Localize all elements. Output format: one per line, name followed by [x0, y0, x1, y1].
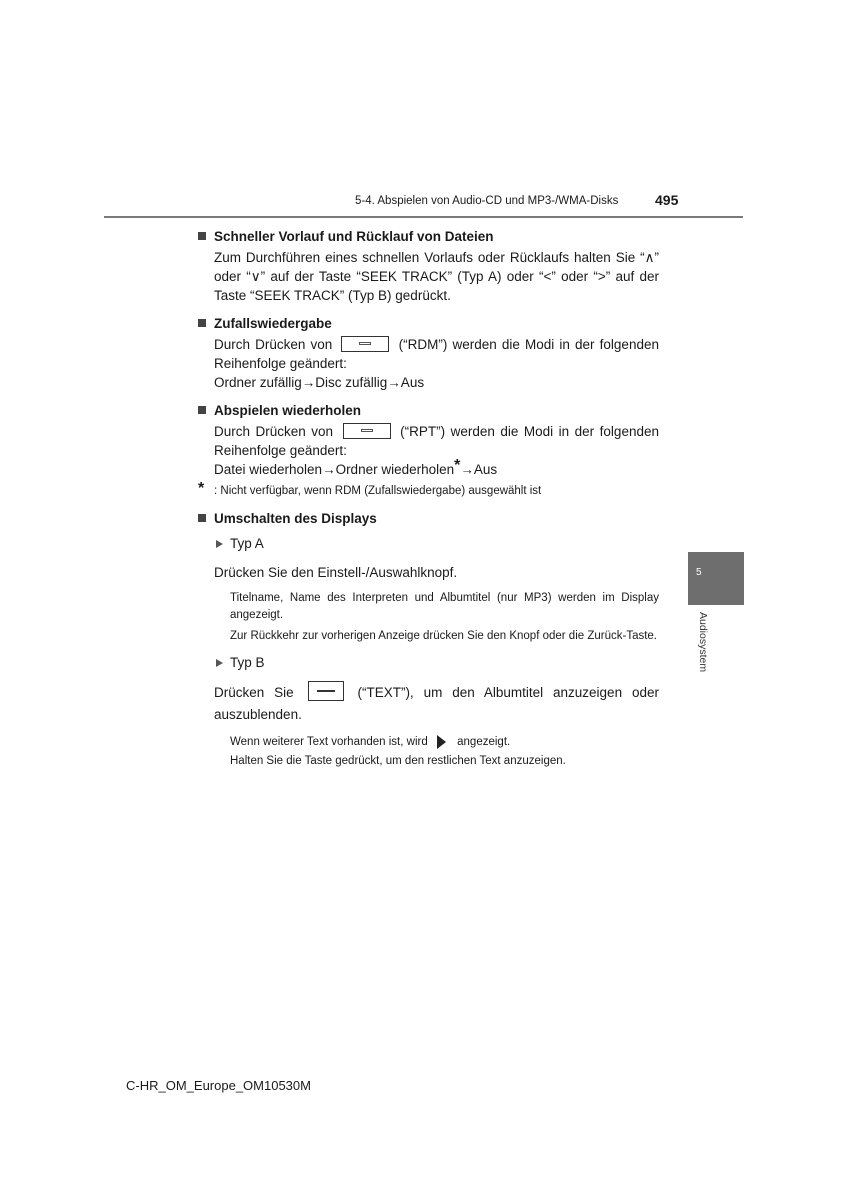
type-a-note-1: Titelname, Name des Interpreten und Albumtitel (nur MP3) werden im Display angezeigt. [230, 592, 659, 621]
running-header: 5-4. Abspielen von Audio-CD und MP3-/WMA-Disks [355, 195, 619, 207]
repeat-text: Durch Drücken von (“RPT”) werden die Modi in der folgenden Reihenfolge geändert: [214, 424, 659, 458]
document-code: C-HR_OM_Europe_OM10530M [126, 1078, 311, 1093]
random-sequence: Ordner zufällig→Disc zufällig→Aus [214, 375, 425, 390]
page-number: 495 [655, 192, 679, 208]
header-rule [104, 216, 743, 218]
type-a-label: Typ A [196, 534, 659, 553]
square-bullet-icon [198, 232, 206, 240]
more-text-arrow-icon [437, 735, 446, 749]
chapter-tab [688, 552, 744, 605]
triangle-bullet-icon [216, 540, 223, 548]
triangle-bullet-icon [216, 659, 223, 667]
square-bullet-icon [198, 514, 206, 522]
type-b-note-1: Wenn weiterer Text vorhanden ist, wird angezeigt. [230, 736, 511, 748]
section-heading-random: Zufallswiedergabe [196, 314, 659, 333]
fast-forward-text: Zum Durchführen eines schnellen Vorlaufs oder Rücklaufs halten Sie “∧” oder “∨” auf der Taste “SEEK TRACK” (Typ A) oder “<” oder “>” auf der Taste “SEEK TRACK” (Typ B) gedrückt. [214, 250, 659, 303]
chapter-label: Audiosystem [697, 612, 709, 673]
random-text: Durch Drücken von (“RDM”) werden die Modi in der folgenden Reihenfolge geändert: [214, 337, 659, 371]
type-b-label: Typ B [196, 653, 659, 672]
text-button-icon [308, 681, 344, 701]
type-b-instruction: Drücken Sie (“TEXT”), um den Albumtitel anzuzeigen oder auszublenden. [196, 682, 659, 726]
section-heading-fast-forward: Schneller Vorlauf und Rücklauf von Dateien [196, 227, 659, 246]
square-bullet-icon [198, 319, 206, 327]
footnote-marker: * [198, 480, 205, 497]
type-b-note-2: Halten Sie die Taste gedrückt, um den restlichen Text anzuzeigen. [230, 755, 566, 767]
section-heading-repeat: Abspielen wiederholen [196, 401, 659, 420]
section-heading-display: Umschalten des Displays [196, 509, 659, 528]
chapter-number: 5 [696, 567, 702, 578]
page-content [196, 224, 659, 770]
type-a-note-2: Zur Rückkehr zur vorherigen Anzeige drücken Sie den Knopf oder die Zurück-Taste. [230, 630, 657, 642]
repeat-sequence: Datei wiederholen→Ordner wiederholen*→Aus [214, 457, 498, 477]
footnote: * : Nicht verfügbar, wenn RDM (Zufallswiedergabe) ausgewählt ist [198, 480, 542, 497]
rdm-button-icon [341, 336, 389, 352]
type-a-instruction: Drücken Sie den Einstell-/Auswahlknopf. [214, 565, 458, 580]
square-bullet-icon [198, 406, 206, 414]
rpt-button-icon [343, 423, 391, 439]
